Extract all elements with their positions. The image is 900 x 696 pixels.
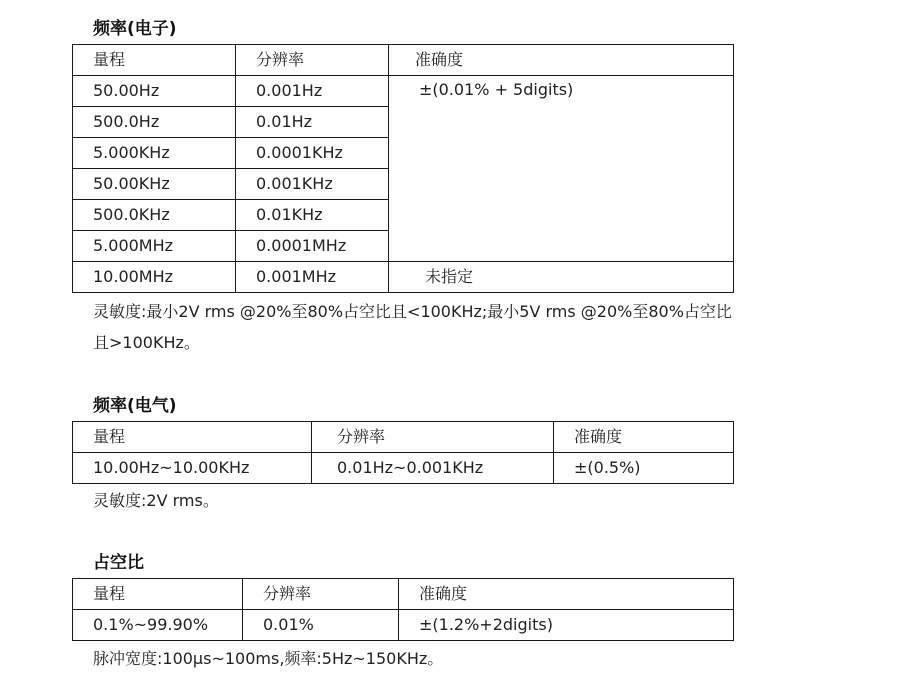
table-header-row [73,579,734,610]
cell-resolution: 0.01KHz [236,200,389,231]
cell-range: 50.00Hz [73,76,236,107]
cell-resolution: 0.01Hz [236,107,389,138]
cell-accuracy: 未指定 [389,262,734,293]
cell-resolution: 0.01Hz~0.001KHz [312,453,554,484]
cell-range: 500.0KHz [73,200,236,231]
header-range: 量程 [73,422,312,453]
cell-range: 10.00Hz~10.00KHz [73,453,312,484]
cell-accuracy-merged: ±(0.01% + 5digits) [389,76,734,262]
cell-resolution: 0.01% [243,610,399,641]
cell-resolution: 0.0001KHz [236,138,389,169]
header-accuracy: 准确度 [399,579,734,610]
sensitivity-note: 灵敏度:2V rms。 [93,491,219,510]
header-range: 量程 [73,45,236,76]
cell-accuracy: ±(1.2%+2digits) [399,610,734,641]
table-row [73,453,734,484]
section-title-duty-cycle: 占空比 [93,553,144,573]
sensitivity-note-continued: 且>100KHz。 [93,333,200,352]
cell-resolution: 0.0001MHz [236,231,389,262]
pulse-width-note: 脉冲宽度:100μs~100ms,频率:5Hz~150KHz。 [93,649,444,668]
sensitivity-note: 灵敏度:最小2V rms @20%至80%占空比且<100KHz;最小5V rms @20%至80%占空比 [93,302,732,321]
cell-resolution: 0.001MHz [236,262,389,293]
header-resolution: 分辨率 [312,422,554,453]
cell-resolution: 0.001KHz [236,169,389,200]
header-accuracy: 准确度 [389,45,734,76]
table-row [73,262,734,293]
cell-range: 10.00MHz [73,262,236,293]
table-row [73,76,734,107]
duty-cycle-table [72,578,734,641]
cell-range: 5.000MHz [73,231,236,262]
frequency-electronic-table [72,44,734,293]
cell-range: 0.1%~99.90% [73,610,243,641]
section-title-frequency-electrical: 频率(电气) [93,396,177,416]
frequency-electrical-table [72,421,734,484]
header-resolution: 分辨率 [236,45,389,76]
section-title-frequency-electronic: 频率(电子) [93,19,177,39]
header-resolution: 分辨率 [243,579,399,610]
cell-resolution: 0.001Hz [236,76,389,107]
table-header-row [73,422,734,453]
cell-range: 500.0Hz [73,107,236,138]
cell-accuracy: ±(0.5%) [554,453,734,484]
cell-range: 5.000KHz [73,138,236,169]
cell-range: 50.00KHz [73,169,236,200]
table-row [73,610,734,641]
header-range: 量程 [73,579,243,610]
header-accuracy: 准确度 [554,422,734,453]
table-header-row [73,45,734,76]
